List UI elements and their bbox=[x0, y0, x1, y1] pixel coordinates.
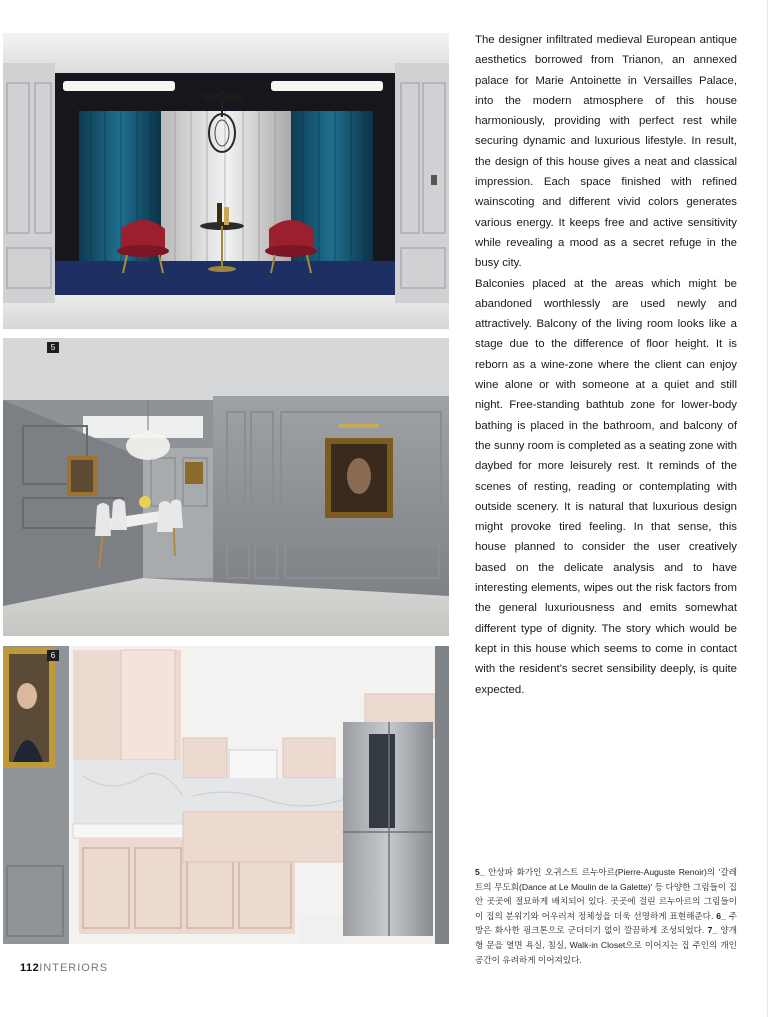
photo-wine-zone-balcony bbox=[3, 33, 449, 329]
page-edge-divider bbox=[767, 0, 768, 1017]
photo-pink-kitchen bbox=[3, 646, 449, 944]
caption-text-6: 주방은 화사한 핑크톤으로 군더더기 없이 깔끔하게 조성되었다. bbox=[475, 910, 738, 936]
photo-dining-hallway bbox=[3, 338, 449, 636]
body-paragraph: Balconies placed at the areas which might be abandoned worthlessly are used newly and attractively. Balcony of the living room looks like a stage due to the difference of floor height. It is reborn as a wine-zone where the client can enjoy wine alone or with someone at a quiet and still night. Free-standing bathtub zone for lower-body bathing is placed in the bathroom, and balcony of the sunny room is completed as a seating zone with daybed for more leisurely rest. It reminds of the scenes of resting, reading or contemplating with outside scenery. It is natural that luxurious design might provoke tired feeling. In that sense, this house planned to consider the user creatively based on the delicate analysis and to have interesting elements, wipes out the risk factors from the general luxuriousness and emits somewhat different type of dignity. The story which would be kept in this house which seems to come in contact with the resident's secret sensibility deeply, is quite expected. bbox=[475, 277, 737, 696]
caption-number-5: 5_ bbox=[475, 867, 485, 877]
magazine-name: INTERIORS bbox=[39, 962, 109, 974]
photo-number-badge: 5 bbox=[47, 342, 59, 353]
page-footer bbox=[20, 962, 108, 974]
page-number: 112 bbox=[20, 962, 40, 974]
photo-number-badge: 6 bbox=[47, 650, 59, 661]
caption-number-6: 6_ bbox=[716, 910, 726, 921]
caption-text-5: 안상파 화가인 오귀스트 르누아르(Pierre-Auguste Renoir)의 '갈레트의 무도회(Dance at Le Moulin de la Galette)' 등 다양한 그림들이 집안 곳곳에 절묘하게 배치되어 있다. 곳곳에 걸린 르누아르의 그림들이 이 집의 분위기와 어우러져 정체성을 더욱 선명하게 표현해준다. bbox=[475, 867, 737, 921]
kitchen-illustration bbox=[3, 646, 449, 944]
body-paragraph: The designer infiltrated medieval European antique aesthetics borrowed from Trianon, an annexed palace for Marie Antoinette in Versailles Palace, into the modern atmosphere of this house harmoniously, providing with perfect rest while securing dynamic and luxurious lifestyle. In result, the design of this house gives a neat and classical impression. Each space finished with refined wainscoting and different vivid colors generates various energy. It keeps free and active sensitivity while revealing a mood as a secret refuge in the busy city. bbox=[475, 34, 737, 270]
wine-zone-illustration bbox=[3, 33, 449, 329]
caption-text-7: 양개형 문을 열면 욕실, 침실, Walk-in Closet으로 이어지는 집 주인의 개인 공간이 유려하게 이어져있다. bbox=[475, 925, 738, 965]
dining-hallway-illustration bbox=[3, 338, 449, 636]
article-body bbox=[475, 30, 737, 700]
photo-captions bbox=[475, 865, 737, 967]
caption-number-7: 7_ bbox=[707, 925, 718, 936]
